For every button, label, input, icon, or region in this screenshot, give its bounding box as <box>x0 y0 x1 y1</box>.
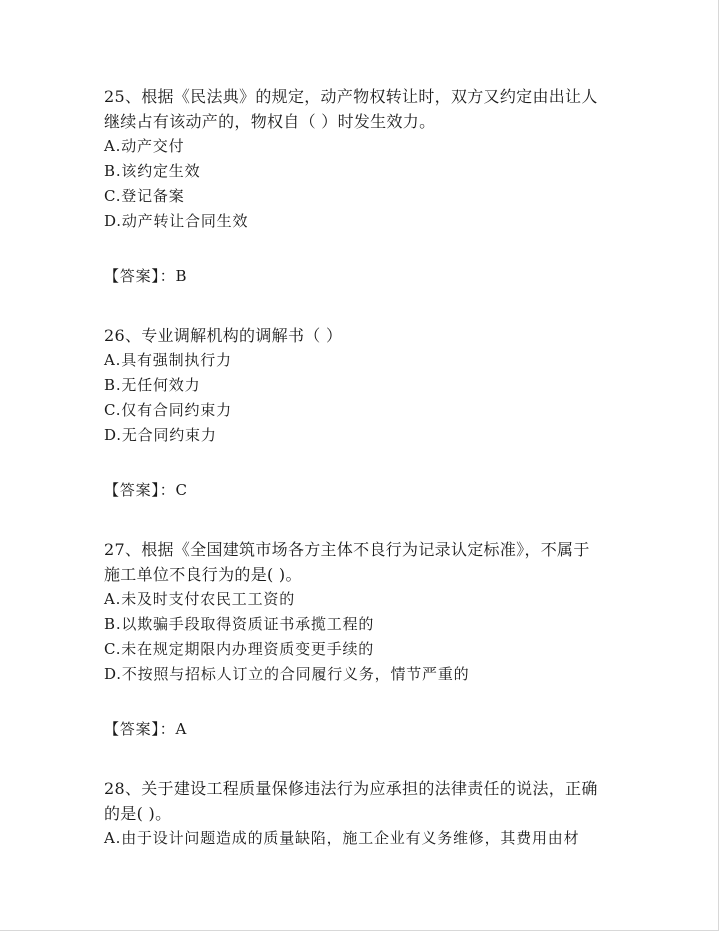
question-stem-line: 继续占有该动产的，物权自（ ）时发生效力。 <box>104 112 436 131</box>
question-28 <box>104 776 604 851</box>
option-c: C.登记备案 <box>104 187 185 205</box>
option-c: C.未在规定期限内办理资质变更手续的 <box>104 640 375 658</box>
option-a: A.由于设计问题造成的质量缺陷，施工企业有义务维修，其费用由材 <box>104 829 580 847</box>
option-b: B.以欺骗手段取得资质证书承揽工程的 <box>104 615 375 633</box>
answer-line: 【答案】：C <box>104 481 188 499</box>
option-a: A.动产交付 <box>104 137 185 155</box>
answer-line: 【答案】：A <box>104 720 188 738</box>
question-27 <box>104 537 604 742</box>
question-list <box>104 84 604 851</box>
option-d: D.动产转让合同生效 <box>104 212 249 230</box>
answer-line: 【答案】：B <box>104 267 188 285</box>
question-stem-line: 25、根据《民法典》的规定，动产物权转让时，双方又约定由出让人 <box>104 87 598 106</box>
question-stem-line: 26、专业调解机构的调解书（ ） <box>104 326 343 345</box>
option-d: D.不按照与招标人订立的合同履行义务，情节严重的 <box>104 665 470 683</box>
question-26 <box>104 323 604 503</box>
question-25 <box>104 84 604 289</box>
option-b: B.该约定生效 <box>104 162 201 180</box>
question-stem-line: 施工单位不良行为的是( )。 <box>104 565 302 584</box>
question-stem-line: 27、根据《全国建筑市场各方主体不良行为记录认定标准》，不属于 <box>104 540 590 559</box>
option-c: C.仅有合同约束力 <box>104 401 232 419</box>
option-a: A.未及时支付农民工工资的 <box>104 590 296 608</box>
question-stem-line: 的是( )。 <box>104 804 172 823</box>
question-stem-line: 28、关于建设工程质量保修违法行为应承担的法律责任的说法，正确 <box>104 779 598 798</box>
option-a: A.具有强制执行力 <box>104 351 232 369</box>
option-b: B.无任何效力 <box>104 376 201 394</box>
option-d: D.无合同约束力 <box>104 426 217 444</box>
